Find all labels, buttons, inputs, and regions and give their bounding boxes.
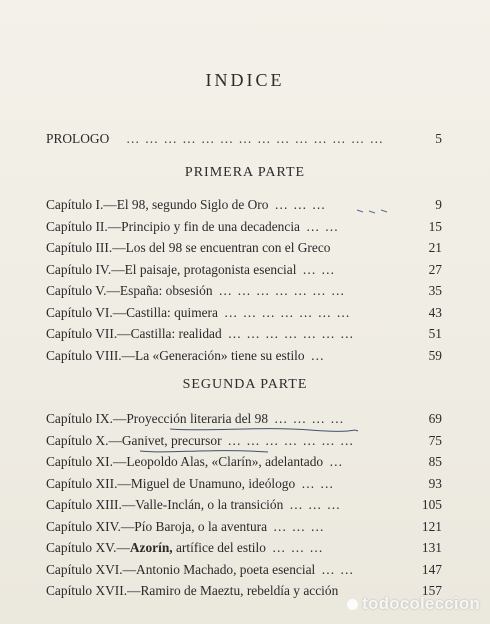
chapter-title: Los del 98 se encuentran con el Greco xyxy=(125,240,331,255)
page-number: 15 xyxy=(428,218,442,234)
leader-dots: … … … xyxy=(271,540,324,555)
page-number: 85 xyxy=(428,454,442,469)
toc-entry xyxy=(46,473,442,495)
segunda-parte-heading: SEGUNDA PARTE xyxy=(182,377,308,392)
chapter-number: Capítulo XVII xyxy=(46,583,124,598)
toc-entry-label xyxy=(46,408,345,430)
chapter-title: Ramiro de Maeztu, rebeldía y acción xyxy=(140,583,339,598)
leader-dots: … … … … … … … xyxy=(218,283,346,298)
toc-entry xyxy=(46,559,442,581)
toc-entry-label xyxy=(46,537,324,559)
index-title: INDICE xyxy=(205,70,285,90)
toc-entry-label xyxy=(46,516,325,538)
chapter-number: Capítulo VI xyxy=(46,304,110,320)
page-number: 157 xyxy=(421,583,442,598)
page-number: 69 xyxy=(428,411,442,426)
page-number: 59 xyxy=(428,347,442,363)
chapter-separator: .— xyxy=(108,240,126,255)
chapter-title: Principio y fin de una decadencia xyxy=(121,218,300,234)
page-number: 27 xyxy=(428,261,442,277)
chapter-title: artífice del estilo xyxy=(172,540,266,555)
chapter-separator: .— xyxy=(114,475,131,491)
toc-entry-label xyxy=(46,259,336,281)
page-number: 147 xyxy=(421,561,442,577)
chapter-number: Capítulo IV xyxy=(46,261,108,277)
chapter-separator: .— xyxy=(119,561,137,577)
chapter-title: Miguel de Unamuno, ideólogo xyxy=(130,475,296,491)
page-number: 21 xyxy=(428,240,442,255)
chapter-separator: .— xyxy=(117,518,135,534)
page-number: 105 xyxy=(421,497,442,512)
toc-entry-label xyxy=(46,345,325,367)
chapter-number: Capítulo X xyxy=(46,432,106,448)
page-number: 121 xyxy=(421,518,442,534)
prologo-dots: … … … … … … … … … … … … … … xyxy=(126,131,384,146)
chapter-separator: .— xyxy=(118,347,136,363)
prologo-entry xyxy=(46,128,442,150)
watermark-logo xyxy=(347,594,480,614)
leader-dots: … … … … … … … xyxy=(227,326,355,341)
toc-entry-label xyxy=(46,451,343,473)
chapter-title: Pío Baroja, o la aventura xyxy=(134,518,268,534)
toc-entry xyxy=(46,345,442,367)
primera-parte-heading: PRIMERA PARTE xyxy=(184,165,306,180)
leader-dots: … … … xyxy=(289,497,342,512)
chapter-title: El 98, segundo Siglo de Oro xyxy=(116,197,269,212)
chapter-number: Capítulo I xyxy=(46,197,100,212)
watermark-dot-icon xyxy=(347,599,358,610)
chapter-number: Capítulo XII xyxy=(46,475,115,491)
leader-dots: … … xyxy=(321,561,355,577)
toc-entry xyxy=(46,451,442,473)
page-number: 93 xyxy=(428,475,442,491)
page-number: 75 xyxy=(428,432,442,448)
chapter-separator: .— xyxy=(109,454,127,469)
toc-entry xyxy=(46,430,442,452)
chapter-number: Capítulo VII xyxy=(46,326,114,341)
chapter-separator: .— xyxy=(107,261,125,277)
leader-dots: … … xyxy=(301,475,335,491)
chapter-number: Capítulo XI xyxy=(46,454,110,469)
chapter-title: El paisaje, protagonista esencial xyxy=(124,261,297,277)
page-number: 131 xyxy=(421,540,442,555)
chapter-number: Capítulo XVI xyxy=(46,561,120,577)
page-number: 35 xyxy=(428,283,442,298)
chapter-number: Capítulo IX xyxy=(46,411,110,426)
prologo-label: PROLOGO xyxy=(46,131,110,146)
toc-entry xyxy=(46,323,442,345)
chapter-title: Leopoldo Alas, «Clarín», adelantado xyxy=(126,454,324,469)
chapter-title: Castilla: realidad xyxy=(130,326,222,341)
primera-parte-list xyxy=(46,194,442,366)
toc-entry xyxy=(46,216,442,238)
leader-dots: … xyxy=(310,347,325,363)
chapter-title: La «Generación» tiene su estilo xyxy=(135,347,305,363)
chapter-title: Ganivet, precursor xyxy=(121,432,222,448)
toc-entry-label xyxy=(46,473,334,495)
chapter-separator: .— xyxy=(99,197,117,212)
page-number: 9 xyxy=(435,197,442,212)
segunda-parte-list xyxy=(46,408,442,602)
chapter-title: Antonio Machado, poeta esencial xyxy=(136,561,316,577)
chapter-title: Castilla: quimera xyxy=(126,304,218,320)
toc-entry-label xyxy=(46,430,354,452)
chapter-number: Capítulo VIII xyxy=(46,347,119,363)
leader-dots: … … … xyxy=(274,197,327,212)
chapter-number: Capítulo XIV xyxy=(46,518,118,534)
toc-entry-label xyxy=(46,280,345,302)
toc-entry xyxy=(46,280,442,302)
chapter-number: Capítulo XV xyxy=(46,540,114,555)
chapter-separator: .— xyxy=(123,583,141,598)
chapter-title: Valle-Inclán, o la transición xyxy=(135,497,284,512)
toc-entry xyxy=(46,408,442,430)
toc-entry-label xyxy=(46,580,338,602)
toc-entry-label xyxy=(46,323,355,345)
chapter-title: Proyección literaria del 98 xyxy=(126,411,269,426)
toc-entry xyxy=(46,302,442,324)
prologo-page: 5 xyxy=(435,131,442,146)
leader-dots: … … … … … … … xyxy=(227,432,355,448)
chapter-separator: .— xyxy=(113,326,131,341)
toc-entry xyxy=(46,516,442,538)
leader-dots: … xyxy=(329,454,344,469)
toc-entry xyxy=(46,259,442,281)
chapter-number: Capítulo II xyxy=(46,218,105,234)
toc-entry xyxy=(46,537,442,559)
page-number: 43 xyxy=(428,304,442,320)
chapter-separator: .— xyxy=(104,218,122,234)
chapter-separator: .— xyxy=(109,411,127,426)
toc-entry xyxy=(46,194,442,216)
chapter-title-bold: Azorín, xyxy=(129,540,173,555)
chapter-number: Capítulo V xyxy=(46,283,104,298)
chapter-number: Capítulo XIII xyxy=(46,497,119,512)
watermark-text: todocoleccion xyxy=(362,594,480,613)
chapter-separator: .— xyxy=(118,497,136,512)
chapter-separator: .— xyxy=(109,304,127,320)
toc-entry xyxy=(46,237,442,259)
leader-dots: … … … xyxy=(273,518,325,534)
leader-dots: … … … … … … … xyxy=(223,304,351,320)
chapter-number: Capítulo III xyxy=(46,240,109,255)
toc-entry xyxy=(46,494,442,516)
toc-entry-label xyxy=(46,237,330,259)
page-number: 51 xyxy=(428,326,442,341)
toc-entry-label xyxy=(46,302,351,324)
toc-entry-label xyxy=(46,216,339,238)
toc-entry-label xyxy=(46,194,326,216)
leader-dots: … … … … xyxy=(274,411,345,426)
leader-dots: … … xyxy=(302,261,336,277)
chapter-separator: .— xyxy=(105,432,122,448)
chapter-separator: .— xyxy=(113,540,130,555)
chapter-separator: .— xyxy=(103,283,120,298)
toc-entry-label xyxy=(46,494,341,516)
leader-dots: … … xyxy=(306,218,340,234)
toc-entry-label xyxy=(46,559,354,581)
chapter-title: España: obsesión xyxy=(119,283,213,298)
